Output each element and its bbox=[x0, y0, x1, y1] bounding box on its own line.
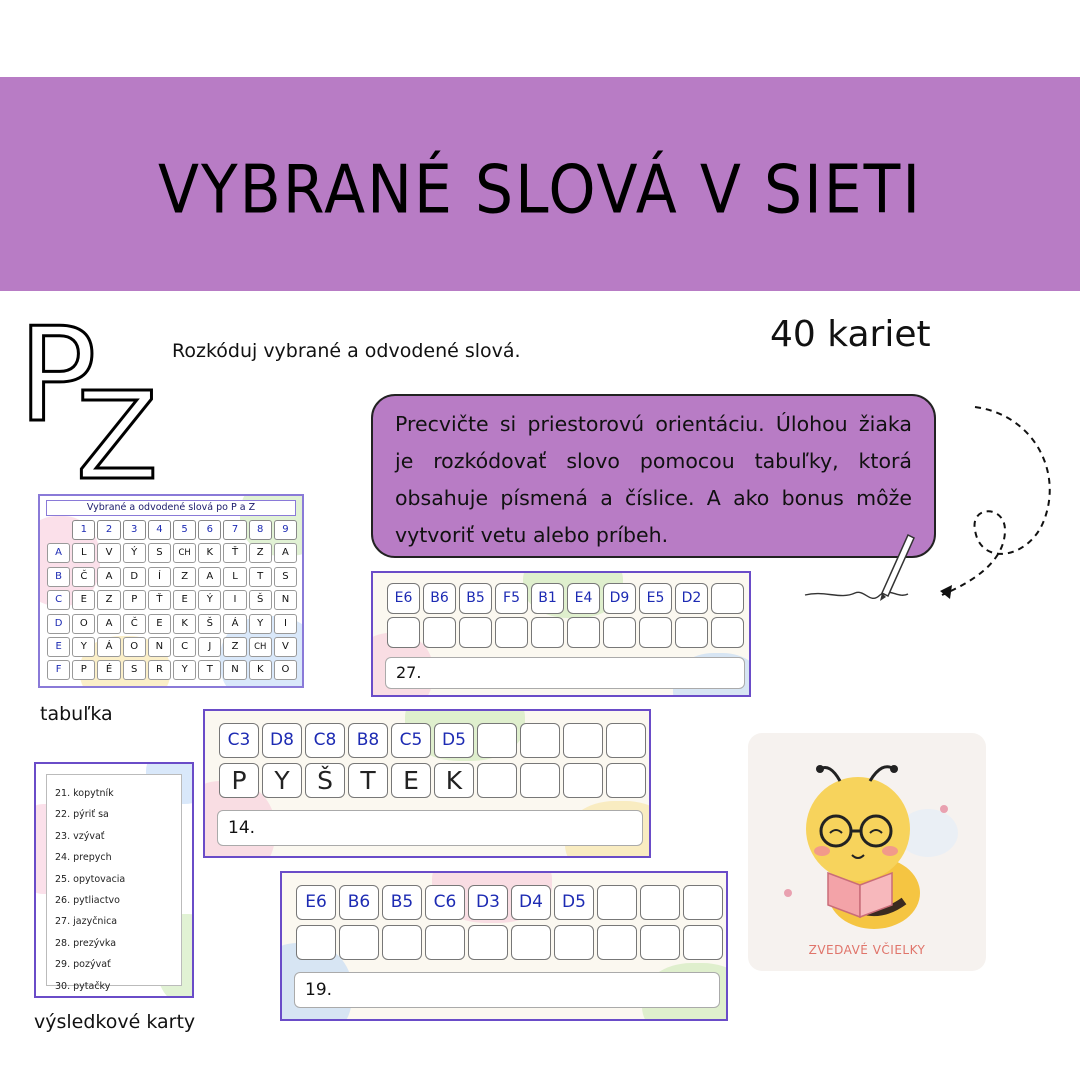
grid-cell: O bbox=[274, 660, 297, 680]
grid-row bbox=[47, 590, 297, 610]
code-cell: D8 bbox=[262, 723, 302, 758]
code-cell: D4 bbox=[511, 885, 551, 920]
answer-cell bbox=[531, 617, 564, 648]
row-label: D bbox=[47, 614, 70, 634]
grid-row bbox=[47, 614, 297, 634]
grid-cell: L bbox=[72, 543, 95, 563]
page-title: VYBRANÉ SLOVÁ V SIETI bbox=[157, 150, 923, 230]
grid-cell: R bbox=[148, 660, 171, 680]
code-cell: D2 bbox=[675, 583, 708, 614]
answer-cell bbox=[423, 617, 456, 648]
answer-cell bbox=[511, 925, 551, 960]
code-cell: E6 bbox=[296, 885, 336, 920]
answer-cell bbox=[520, 763, 560, 798]
code-cell: B8 bbox=[348, 723, 388, 758]
grid-cell: O bbox=[72, 614, 95, 634]
results-list bbox=[46, 774, 182, 992]
grid-cell: O bbox=[123, 637, 146, 657]
answer-cell bbox=[563, 763, 603, 798]
answer-cell bbox=[603, 617, 636, 648]
answer-cell: Š bbox=[305, 763, 345, 798]
grid-cell: Y bbox=[249, 614, 272, 634]
code-cell: B5 bbox=[382, 885, 422, 920]
answer-cell bbox=[387, 617, 420, 648]
grid-cell: Ý bbox=[123, 543, 146, 563]
col-header: 6 bbox=[198, 520, 221, 540]
grid-row bbox=[47, 637, 297, 657]
card-number: 14. bbox=[217, 810, 643, 846]
grid-cell: S bbox=[148, 543, 171, 563]
answer-cell bbox=[339, 925, 379, 960]
code-cell: C3 bbox=[219, 723, 259, 758]
grid-header-row bbox=[47, 520, 297, 540]
grid-row bbox=[47, 543, 297, 563]
grid-cell: N bbox=[274, 590, 297, 610]
code-cell bbox=[563, 723, 603, 758]
code-cell: F5 bbox=[495, 583, 528, 614]
pz-letters-logo bbox=[14, 300, 174, 490]
answer-cell bbox=[567, 617, 600, 648]
code-cell: C6 bbox=[425, 885, 465, 920]
answer-cell bbox=[606, 763, 646, 798]
answer-cell bbox=[296, 925, 336, 960]
grid-cell: P bbox=[123, 590, 146, 610]
grid-cell: N bbox=[148, 637, 171, 657]
code-card-19 bbox=[280, 871, 728, 1021]
answer-cell bbox=[597, 925, 637, 960]
grid-cell: Z bbox=[249, 543, 272, 563]
grid-cell: I bbox=[223, 590, 246, 610]
grid-cell: E bbox=[72, 590, 95, 610]
code-card-27 bbox=[371, 571, 751, 697]
grid-cell: É bbox=[97, 660, 120, 680]
grid-cell: L bbox=[223, 567, 246, 587]
col-header: 3 bbox=[123, 520, 146, 540]
grid-cell: A bbox=[274, 543, 297, 563]
grid-cell: S bbox=[274, 567, 297, 587]
grid-cell: V bbox=[97, 543, 120, 563]
list-item: 23. vzývať bbox=[55, 830, 105, 842]
grid-cell: Y bbox=[72, 637, 95, 657]
code-cell: B6 bbox=[339, 885, 379, 920]
letter-number-grid bbox=[47, 520, 297, 684]
grid-cell: K bbox=[198, 543, 221, 563]
code-cell bbox=[477, 723, 517, 758]
description-bubble: Precvičte si priestorovú orientáciu. Úlohou žiaka je rozkódovať slovo pomocou tabuľky, ktorá obsahuje písmená a číslice. A ako bonus môže vytvoriť vetu alebo príbeh. bbox=[371, 394, 936, 558]
answer-cell bbox=[639, 617, 672, 648]
col-header: 1 bbox=[72, 520, 95, 540]
code-cell: D5 bbox=[434, 723, 474, 758]
bee-reading-illustration bbox=[748, 733, 986, 943]
card-number: 27. bbox=[385, 657, 745, 689]
code-cell bbox=[606, 723, 646, 758]
col-header: 2 bbox=[97, 520, 120, 540]
grid-row bbox=[47, 660, 297, 680]
code-row bbox=[387, 583, 744, 614]
col-header: 8 bbox=[249, 520, 272, 540]
grid-cell: Ť bbox=[148, 590, 171, 610]
grid-cell: Í bbox=[148, 567, 171, 587]
table-card bbox=[38, 494, 304, 688]
grid-cell: J bbox=[198, 637, 221, 657]
table-caption: tabuľka bbox=[40, 703, 113, 725]
grid-cell: CH bbox=[173, 543, 196, 563]
grid-cell: Á bbox=[223, 614, 246, 634]
col-header: 7 bbox=[223, 520, 246, 540]
code-cell: E6 bbox=[387, 583, 420, 614]
code-cell: E5 bbox=[639, 583, 672, 614]
card-number: 19. bbox=[294, 972, 720, 1008]
code-cell bbox=[520, 723, 560, 758]
answer-cell bbox=[468, 925, 508, 960]
answer-cell bbox=[495, 617, 528, 648]
answer-cell bbox=[477, 763, 517, 798]
code-cell: D3 bbox=[468, 885, 508, 920]
answer-cell bbox=[554, 925, 594, 960]
row-label: C bbox=[47, 590, 70, 610]
grid-cell: A bbox=[198, 567, 221, 587]
code-cell: C8 bbox=[305, 723, 345, 758]
grid-cell: Z bbox=[223, 637, 246, 657]
results-caption: výsledkové karty bbox=[34, 1011, 196, 1033]
col-header: 5 bbox=[173, 520, 196, 540]
subtitle: Rozkóduj vybrané a odvodené slová. bbox=[172, 340, 521, 362]
grid-cell: Ý bbox=[198, 590, 221, 610]
grid-cell: N bbox=[223, 660, 246, 680]
answer-cell bbox=[683, 925, 723, 960]
list-item: 29. pozývať bbox=[55, 959, 111, 971]
grid-cell: E bbox=[148, 614, 171, 634]
grid-cell: Š bbox=[249, 590, 272, 610]
list-item: 27. jazyčnica bbox=[55, 916, 118, 928]
pen-arrow-decoration bbox=[780, 395, 1070, 620]
answer-cell bbox=[459, 617, 492, 648]
bee-logo-card bbox=[748, 733, 986, 971]
bee-brand-label: ZVEDAVÉ VČIELKY bbox=[808, 943, 926, 957]
row-label: E bbox=[47, 637, 70, 657]
grid-cell: V bbox=[274, 637, 297, 657]
answer-cell: T bbox=[348, 763, 388, 798]
code-cell: D9 bbox=[603, 583, 636, 614]
code-row bbox=[219, 723, 646, 758]
answer-cell bbox=[382, 925, 422, 960]
results-card bbox=[34, 762, 194, 998]
answer-row bbox=[296, 925, 723, 960]
code-card-14 bbox=[203, 709, 651, 858]
answer-cell: E bbox=[391, 763, 431, 798]
list-item: 25. opytovacia bbox=[55, 873, 126, 885]
grid-cell: K bbox=[173, 614, 196, 634]
answer-row bbox=[219, 763, 646, 798]
table-title: Vybrané a odvodené slová po P a Z bbox=[46, 500, 296, 516]
grid-cell: Š bbox=[198, 614, 221, 634]
list-item: 28. prezývka bbox=[55, 937, 117, 949]
row-label: F bbox=[47, 660, 70, 680]
code-cell: D5 bbox=[554, 885, 594, 920]
svg-text:Z: Z bbox=[76, 368, 159, 490]
grid-cell: Č bbox=[123, 614, 146, 634]
answer-cell: K bbox=[434, 763, 474, 798]
row-label: B bbox=[47, 567, 70, 587]
code-cell: B1 bbox=[531, 583, 564, 614]
code-cell: E4 bbox=[567, 583, 600, 614]
code-cell bbox=[597, 885, 637, 920]
code-row bbox=[296, 885, 723, 920]
code-cell: C5 bbox=[391, 723, 431, 758]
answer-cell bbox=[425, 925, 465, 960]
answer-cell bbox=[640, 925, 680, 960]
grid-cell: D bbox=[123, 567, 146, 587]
grid-cell: Č bbox=[72, 567, 95, 587]
grid-cell: Á bbox=[97, 637, 120, 657]
answer-row bbox=[387, 617, 744, 648]
grid-cell: Z bbox=[97, 590, 120, 610]
list-item: 24. prepych bbox=[55, 852, 112, 864]
grid-cell: E bbox=[173, 590, 196, 610]
grid-cell: A bbox=[97, 567, 120, 587]
list-item: 26. pytliactvo bbox=[55, 894, 120, 906]
answer-cell bbox=[711, 617, 744, 648]
col-header: 9 bbox=[274, 520, 297, 540]
grid-cell: Y bbox=[173, 660, 196, 680]
code-cell bbox=[640, 885, 680, 920]
code-cell bbox=[683, 885, 723, 920]
card-count: 40 kariet bbox=[770, 314, 931, 355]
list-item: 30. pytačky bbox=[55, 980, 111, 992]
grid-cell: Z bbox=[173, 567, 196, 587]
grid-row bbox=[47, 567, 297, 587]
code-cell bbox=[711, 583, 744, 614]
grid-cell: Ť bbox=[223, 543, 246, 563]
grid-cell: I bbox=[274, 614, 297, 634]
list-item: 22. pýriť sa bbox=[55, 809, 109, 821]
code-cell: B6 bbox=[423, 583, 456, 614]
answer-cell bbox=[675, 617, 708, 648]
grid-cell: T bbox=[249, 567, 272, 587]
answer-cell: Y bbox=[262, 763, 302, 798]
grid-cell: P bbox=[72, 660, 95, 680]
code-cell: B5 bbox=[459, 583, 492, 614]
grid-cell: K bbox=[249, 660, 272, 680]
list-item: 21. kopytník bbox=[55, 788, 114, 799]
grid-cell: A bbox=[97, 614, 120, 634]
svg-text:P: P bbox=[18, 300, 97, 451]
grid-cell: CH bbox=[249, 637, 272, 657]
answer-cell: P bbox=[219, 763, 259, 798]
grid-cell: T bbox=[198, 660, 221, 680]
grid-cell: S bbox=[123, 660, 146, 680]
grid-cell: C bbox=[173, 637, 196, 657]
col-header: 4 bbox=[148, 520, 171, 540]
row-label: A bbox=[47, 543, 70, 563]
